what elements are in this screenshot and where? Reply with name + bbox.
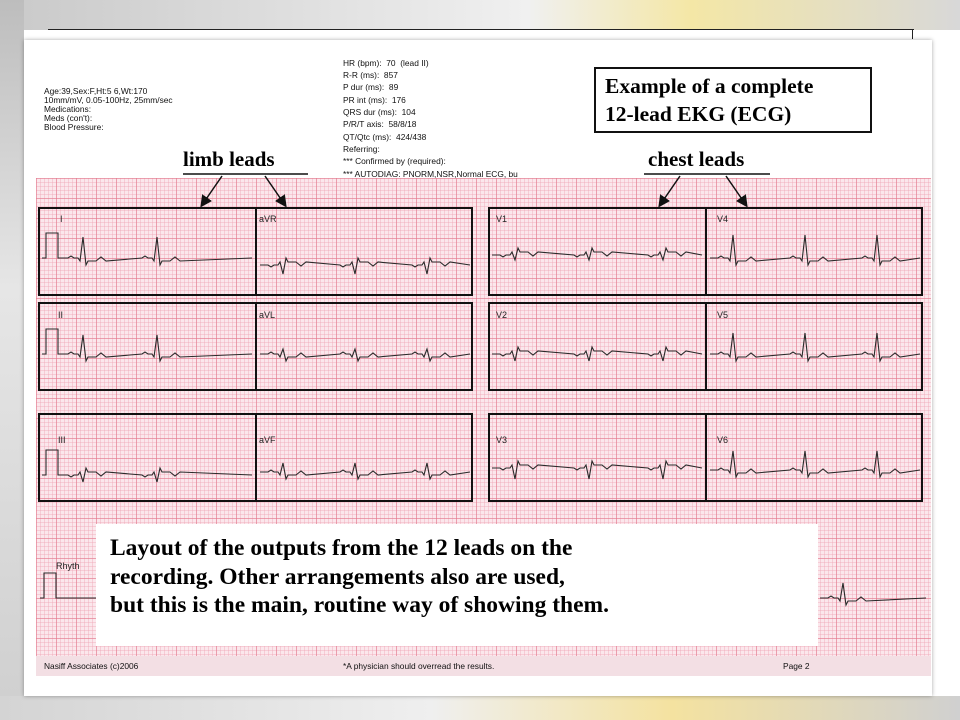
trace-lead-aVF (260, 463, 470, 479)
lead-label-aVR: aVR (259, 214, 277, 224)
patient-line: Medications: (44, 104, 92, 114)
caption-line-2: recording. Other arrangements also are used, (110, 563, 565, 590)
measure-line: QRS dur (ms): 104 (343, 107, 416, 117)
trace-lead-II (42, 329, 252, 361)
lead-label-V1: V1 (496, 214, 508, 224)
trace-lead-V1 (492, 248, 702, 260)
lead-label-III: III (58, 435, 66, 445)
footer-disclaimer: *A physician should overread the results. (343, 661, 495, 671)
trace-lead-I (42, 233, 252, 265)
measure-line: QT/Qtc (ms): 424/438 (343, 132, 427, 142)
chest-arrow-left (660, 176, 680, 205)
example-title-line-1: Example of a complete (605, 74, 814, 98)
measure-line: *** Confirmed by (required): (343, 156, 446, 166)
lead-label-V6: V6 (717, 435, 729, 445)
trace-lead-V5 (710, 333, 920, 361)
patient-line: Age:39,Sex:F,Ht:5 6,Wt:170 (44, 86, 148, 96)
measure-line: P/R/T axis: 58/8/18 (343, 119, 417, 129)
trace-lead-V3 (492, 461, 702, 479)
lead-label-V2: V2 (496, 310, 508, 320)
trace-lead-V2 (492, 347, 702, 361)
trace-lead-III (42, 450, 252, 482)
trace-lead-V4 (710, 235, 920, 265)
chest-arrow-right (726, 176, 746, 205)
trace-rhythm-left (40, 573, 96, 598)
lead-label-I: I (60, 214, 63, 224)
chest-leads-label: chest leads (648, 147, 745, 171)
measure-line: Referring: (343, 144, 380, 154)
lead-label-V4: V4 (717, 214, 729, 224)
trace-rhythm-right (820, 583, 926, 605)
caption-box (96, 524, 818, 646)
measure-line: R-R (ms): 857 (343, 70, 398, 80)
measure-line: HR (bpm): 70 (lead II) (343, 58, 429, 68)
caption-line-3: but this is the main, routine way of showing them. (110, 592, 609, 618)
measure-line: PR int (ms): 176 (343, 95, 406, 105)
patient-line: Meds (con't): (44, 113, 93, 123)
example-title-line-2: 12-lead EKG (ECG) (605, 102, 792, 126)
lead-label-V3: V3 (496, 435, 508, 445)
trace-lead-aVR (260, 258, 470, 274)
limb-leads-label: limb leads (183, 147, 275, 171)
limb-arrow-left (202, 176, 222, 205)
patient-line: Blood Pressure: (44, 122, 104, 132)
caption-line-1: Layout of the outputs from the 12 leads on the (110, 535, 573, 561)
footer-copyright: Nasiff Associates (c)2006 (44, 661, 139, 671)
trace-lead-aVL (260, 349, 470, 361)
lead-label-aVF: aVF (259, 435, 276, 445)
footer-page: Page 2 (783, 661, 810, 671)
lead-label-V5: V5 (717, 310, 729, 320)
lead-label-II: II (58, 310, 64, 320)
limb-arrow-right (265, 176, 285, 205)
patient-line: 10mm/mV, 0.05-100Hz, 25mm/sec (44, 95, 173, 105)
measure-line: *** AUTODIAG: PNORM,NSR,Normal ECG, bu (343, 169, 518, 179)
measure-line: P dur (ms): 89 (343, 82, 399, 92)
rhythm-strip-label: Rhyth (56, 561, 80, 571)
lead-label-aVL: aVL (259, 310, 276, 320)
trace-lead-V6 (710, 451, 920, 477)
